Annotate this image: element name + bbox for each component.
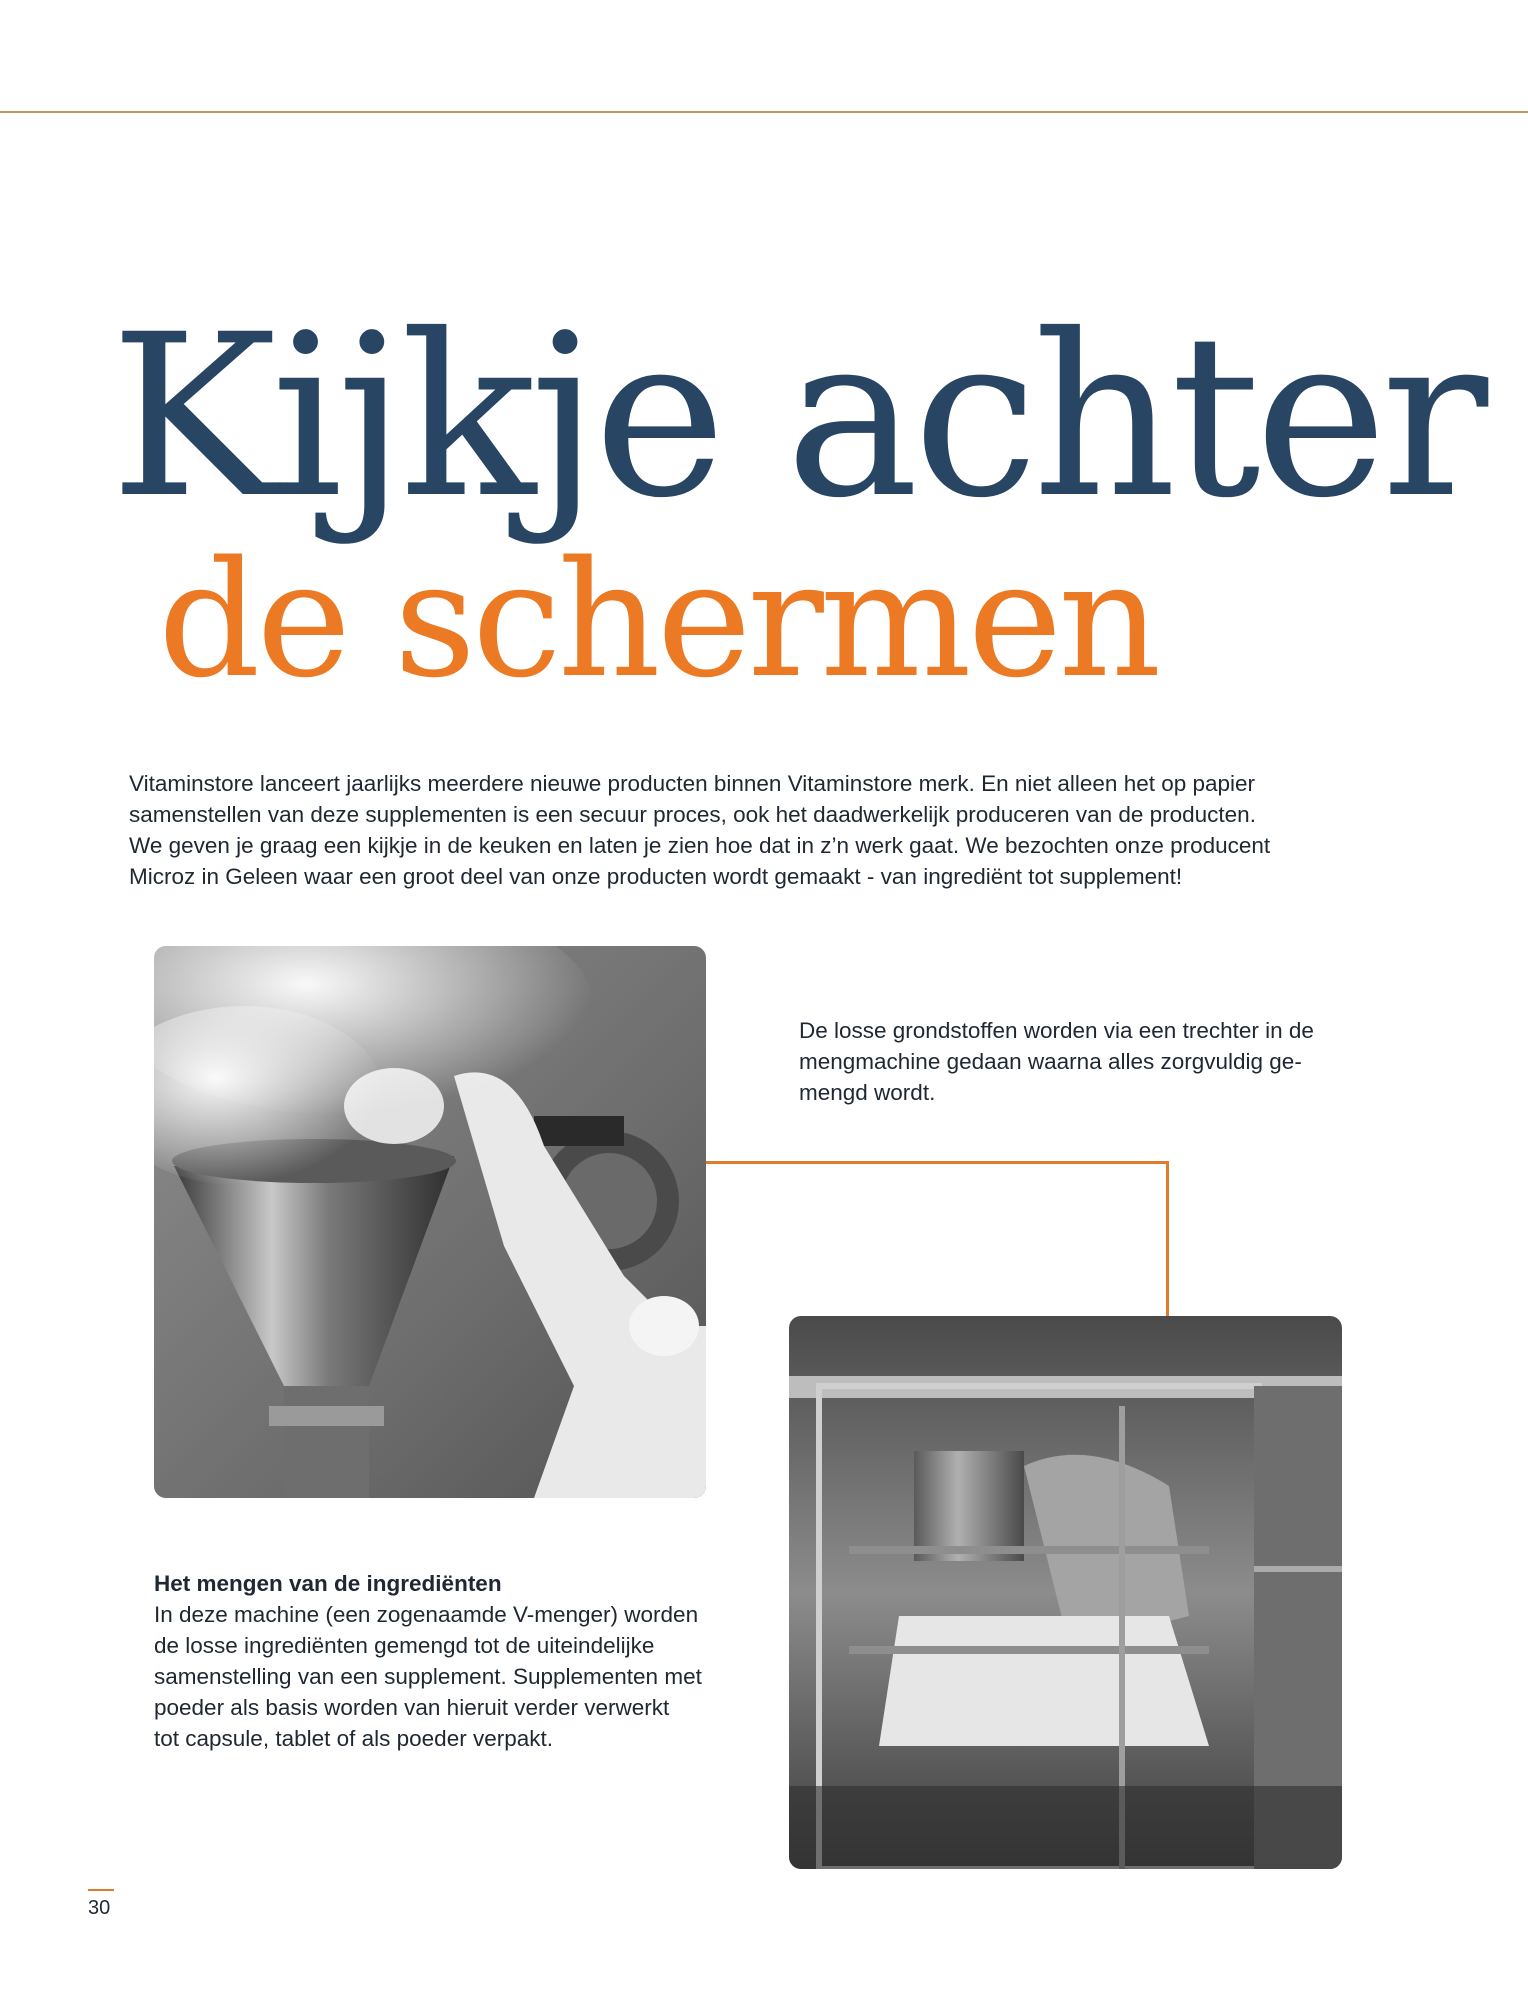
connector-line-vertical [1166, 1161, 1169, 1316]
funnel-photo [154, 946, 706, 1498]
mixing-text-block [154, 1568, 754, 1754]
connector-line-horizontal [706, 1161, 1169, 1164]
page-subtitle: de schermen [158, 526, 1158, 713]
top-rule [0, 111, 1528, 113]
mixing-body: In deze machine (een zogenaamde V-menger) worden de losse ingrediënten gemengd tot de uiteindelijke samenstelling van een supplement. Supplementen met poeder als basis worden van hieruit verder verwerkt tot capsule, tablet of als poeder verpakt. [154, 1602, 702, 1751]
funnel-caption: De losse grondstoffen worden via een trechter in de mengmachine gedaan waarna alles zorgvuldig ge- mengd wordt. [799, 1018, 1314, 1105]
page-number: 30 [88, 1897, 111, 1919]
intro-paragraph: Vitaminstore lanceert jaarlijks meerdere nieuwe producten binnen Vitaminstore merk. En niet alleen het op papier samenstellen van deze supplementen is een secuur proces, ook het daadwerkelijk produceren van de producten. We geven je graag een kijkje in de keuken en laten je zien hoe dat in z’n werk gaat. We bezochten onze producent Microz in Geleen waar een groot deel van onze producten wordt gemaakt - van ingrediënt tot supplement! [129, 771, 1271, 889]
page-title: Kijkje achter [110, 286, 1483, 547]
mixing-heading: Het mengen van de ingrediënten [154, 1571, 502, 1596]
v-mixer-photo [789, 1316, 1342, 1869]
page-number-rule [88, 1889, 114, 1891]
